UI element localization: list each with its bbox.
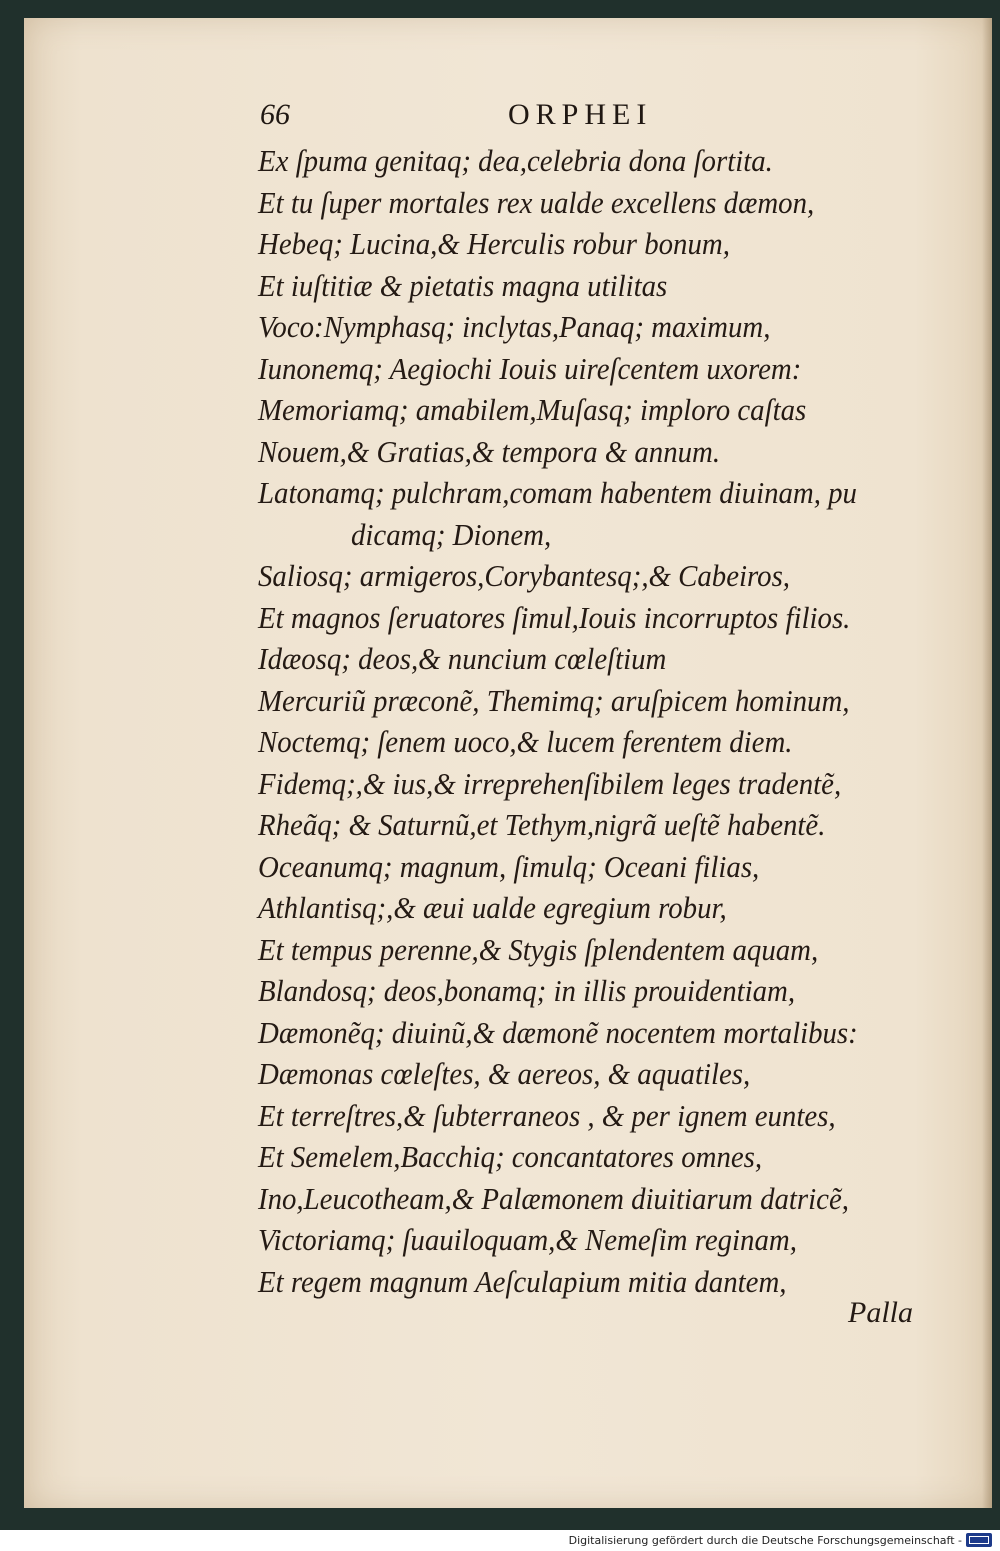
verse-list bbox=[258, 140, 938, 1302]
verse-line: Oceanumq; magnum, ſimulq; Oceani filias, bbox=[258, 848, 760, 884]
verse-line: Et regem magnum Aeſculapium mitia dantem, bbox=[258, 1263, 787, 1299]
verse-line: Fidemq;,& ius,& irreprehenſibilem leges tradentẽ, bbox=[258, 765, 842, 801]
verse-line: Noctemq; ſenem uoco,& lucem ferentem diem. bbox=[258, 724, 793, 759]
verse-line: Et tempus perenne,& Stygis ſplendentem aquam, bbox=[258, 931, 819, 967]
page-edge-shadow bbox=[982, 18, 992, 1508]
catchword: Palla bbox=[848, 1296, 913, 1329]
verse-line: Ex ſpuma genitaq; dea,celebria dona ſortita. bbox=[258, 143, 773, 178]
verse-line: Latonamq; pulchram,comam habentem diuinam, pu bbox=[258, 475, 857, 510]
verse-line: Rheãq; & Saturnũ,et Tethym,nigrã ueſtẽ habentẽ. bbox=[258, 807, 826, 842]
verse-line: Idæosq; deos,& nuncium cœleſtium bbox=[258, 641, 667, 676]
verse-line: Voco:Nymphasq; inclytas,Panaq; maximum, bbox=[258, 309, 771, 344]
verse-line: Blandosq; deos,bonamq; in illis prouidentiam, bbox=[258, 973, 796, 1008]
verse-line: Et terreſtres,& ſubterraneos , & per ignem euntes, bbox=[258, 1097, 836, 1133]
verse-line: Ino,Leucotheam,& Palæmonem diuitiarum datricẽ, bbox=[258, 1180, 849, 1216]
verse-line: Saliosq; armigeros,Corybantesq;,& Cabeiros, bbox=[258, 558, 791, 593]
digitization-footer bbox=[0, 1530, 1000, 1551]
verse-line: Mercuriũ præconẽ, Themimq; aruſpicem hominum, bbox=[258, 682, 850, 718]
page-header bbox=[260, 98, 900, 138]
verse-line-continuation: dicamq; Dionem, bbox=[351, 516, 552, 552]
verse-line: Et Semelem,Bacchiq; concantatores omnes, bbox=[258, 1139, 763, 1174]
page-number: 66 bbox=[260, 98, 290, 131]
verse-line: Et iuſtitiæ & pietatis magna utilitas bbox=[258, 267, 668, 303]
verse-line: Dæmonas cœleſtes, & aereos, & aquatiles, bbox=[258, 1056, 751, 1091]
verse-line: Victoriamq; ſuauiloquam,& Nemeſim reginam, bbox=[258, 1222, 797, 1257]
verse-line: Dæmonẽq; diuinũ,& dæmonẽ nocentem mortalibus: bbox=[258, 1014, 858, 1050]
verse-line: Nouem,& Gratias,& tempora & annum. bbox=[258, 433, 721, 469]
funding-credit: Digitalisierung gefördert durch die Deutsche Forschungsgemeinschaft - bbox=[568, 1534, 962, 1547]
verse-line: Memoriamq; amabilem,Muſasq; imploro caſtas bbox=[258, 392, 807, 427]
dfg-logo-icon bbox=[966, 1533, 992, 1547]
verse-line: Hebeq; Lucina,& Herculis robur bonum, bbox=[258, 226, 730, 261]
verse-line: Iunonemq; Aegiochi Iouis uireſcentem uxorem: bbox=[258, 350, 802, 386]
verse-line: Athlantisq;,& æui ualde egregium robur, bbox=[258, 890, 727, 925]
running-head: ORPHEI bbox=[508, 98, 653, 131]
verse-line: Et tu ſuper mortales rex ualde excellens dæmon, bbox=[258, 184, 815, 220]
verse-line: Et magnos ſeruatores ſimul,Iouis incorruptos filios. bbox=[258, 599, 851, 635]
